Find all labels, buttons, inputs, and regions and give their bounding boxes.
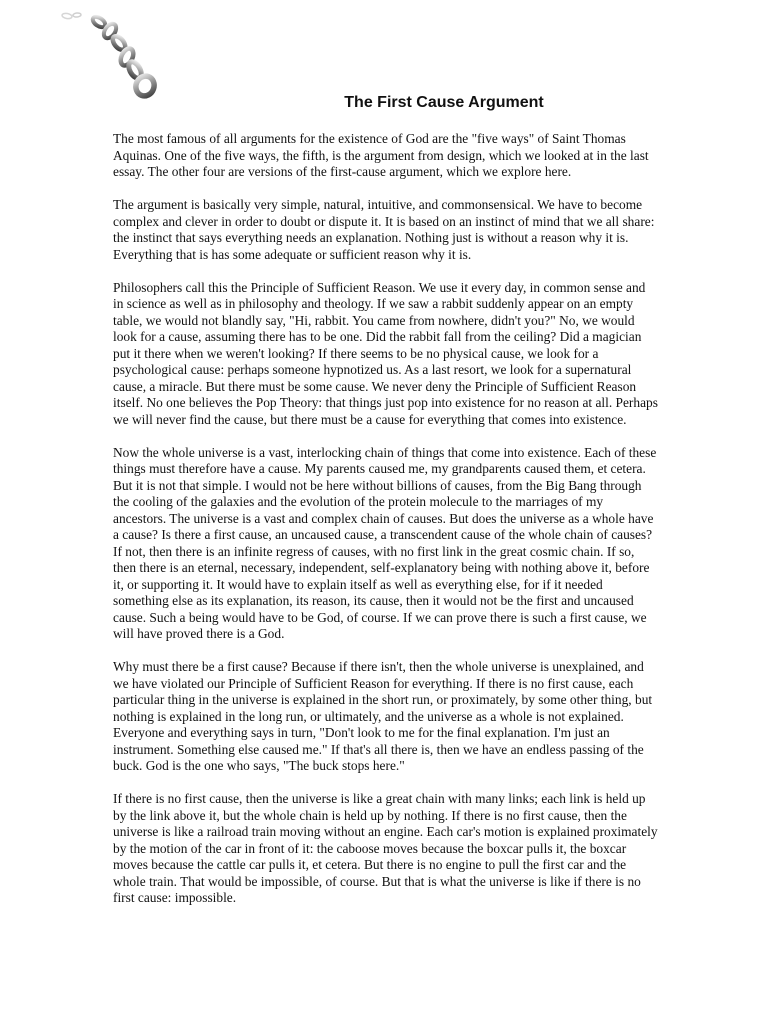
paragraph-1: The most famous of all arguments for the existence of God are the "five ways" of Saint Thomas Aquinas. One of the five ways, the fifth, is the argument from design, which we looked at in the last essay. The other four are versions of the first-cause argument, which we explore here.: [113, 131, 649, 179]
paragraph-5: Why must there be a first cause? Because if there isn't, then the whole universe is unexplained, and we have violated our Principle of Sufficient Reason for everything. If there is no first cause, each particular thing in the universe is explained in the short run, or proximately, by some other thing, but nothing is explained in the long run, or ultimately, and the universe as a whole is not explained. Everyone and everything says in turn, "Don't look to me for the final explanation. I'm just an instrument. Something else caused me." If that's all there is, then we have an endless passing of the buck. God is the one who says, "The buck stops here.": [113, 659, 653, 773]
paragraph-6: If there is no first cause, then the universe is like a great chain with many links; each link is held up by the link above it, but the whole chain is held up by nothing. If there is no first cause, then the universe is like a railroad train moving without an engine. Each car's motion is explained proximately by the motion of the car in front of it: the caboose moves because the boxcar pulls it, the boxcar moves because the cattle car pulls it, et cetera. But there is no engine to pull the first car and the whole train. That would be impossible, of course. But that is what the universe is like if there is no first cause: impossible.: [113, 791, 658, 905]
document-title: The First Cause Argument: [344, 94, 544, 111]
paragraph-2: The argument is basically very simple, natural, intuitive, and commonsensical. We have to become complex and clever in order to doubt or dispute it. It is based on an instinct of mind that we all share: the instinct that says everything needs an explanation. Nothing just is without a reason why it is. Everything that is has some adequate or sufficient reason why it is.: [113, 197, 655, 262]
paragraph-4: Now the whole universe is a vast, interlocking chain of things that come into existence. Each of these things must therefore have a cause. My parents caused me, my grandparents caused them, et cetera. But it is not that simple. I would not be here without billions of causes, from the Big Bang through the cooling of the galaxies and the evolution of the protein molecule to the marriages of my ancestors. The universe is a vast and complex chain of causes. But does the universe as a whole have a cause? Is there a first cause, an uncaused cause, a transcendent cause of the whole chain of causes? If not, then there is an infinite regress of causes, with no first link in the great cosmic chain. If so, then there is an eternal, necessary, independent, self-explanatory being with nothing above it, before it, or supporting it. It would have to explain itself as well as everything else, for if it needed something else as its explanation, its reason, its cause, then it would not be the first and uncaused cause. Such a being would have to be God, of course. If we can prove there is such a first cause, we will have proved there is a God.: [113, 444, 657, 641]
paragraph-3: Philosophers call this the Principle of Sufficient Reason. We use it every day, in common sense and in science as well as in philosophy and theology. If we saw a rabbit suddenly appear on an empty table, we would not blandly say, "Hi, rabbit. You came from nowhere, didn't you?" No, we would look for a cause, assuming there has to be one. Did the rabbit fall from the ceiling? Did a magician put it there when we weren't looking? If there seems to be no physical cause, we look for a psychological cause: perhaps someone hypnotized us. As a last resort, we look for a supernatural cause, a miracle. But there must be some cause. We never deny the Principle of Sufficient Reason itself. No one believes the Pop Theory: that things just pop into existence for no reason at all. Perhaps we will never find the cause, but there must be a cause for everything that comes into existence.: [113, 279, 658, 427]
document-body: [113, 131, 658, 923]
